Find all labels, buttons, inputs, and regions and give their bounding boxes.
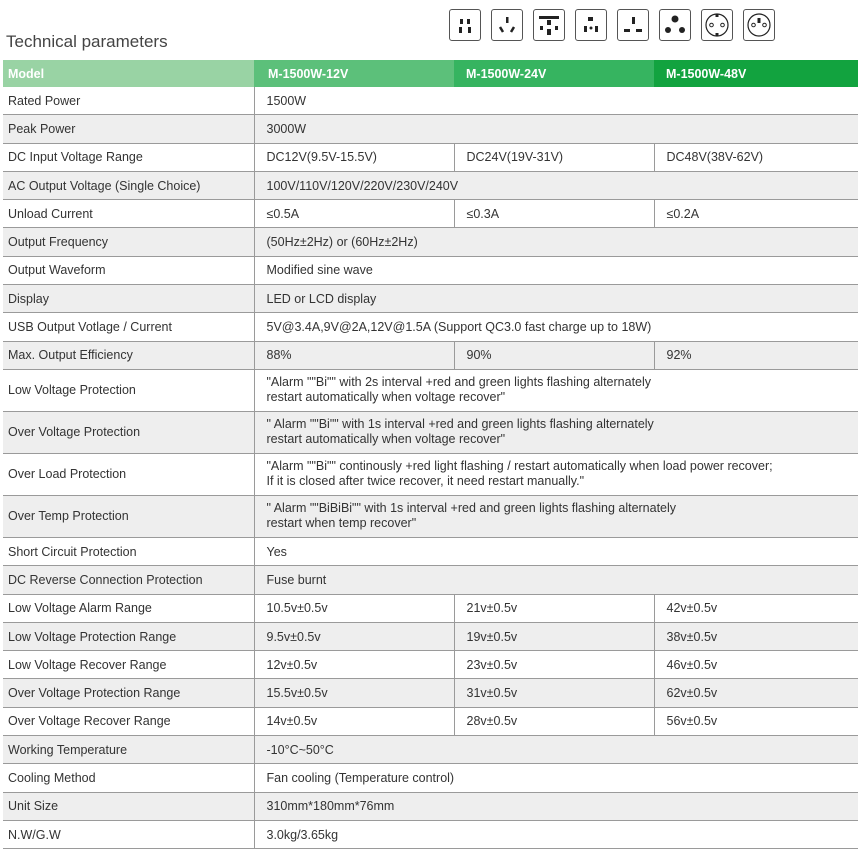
- row-label: Over Voltage Recover Range: [3, 707, 254, 735]
- row-value: LED or LCD display: [254, 285, 858, 313]
- table-row: [3, 313, 858, 341]
- row-value: ≤0.2A: [654, 200, 858, 228]
- header-model-48v: M-1500W-48V: [654, 60, 858, 87]
- socket-type-icons: [449, 9, 775, 41]
- row-value-line: restart automatically when voltage recover": [266, 390, 506, 405]
- row-value: DC12V(9.5V-15.5V): [254, 143, 454, 171]
- table-row: [3, 594, 858, 622]
- row-label: Working Temperature: [3, 736, 254, 764]
- table-row: [3, 411, 858, 453]
- row-value: [254, 453, 858, 495]
- uk-socket-icon: [617, 9, 649, 41]
- row-label: Low Voltage Recover Range: [3, 651, 254, 679]
- table-row: [3, 820, 858, 848]
- row-value-line: " Alarm ""BiBiBi"" with 1s interval +red and green lights flashing alternately: [266, 501, 677, 516]
- universal-socket-icon: [533, 9, 565, 41]
- table-row: [3, 679, 858, 707]
- row-value-line: If it is closed after twice recover, it need restart manually.": [266, 474, 585, 489]
- row-value: 28v±0.5v: [454, 707, 654, 735]
- row-label: Output Waveform: [3, 256, 254, 284]
- row-label: Over Temp Protection: [3, 495, 254, 537]
- row-value: (50Hz±2Hz) or (60Hz±2Hz): [254, 228, 858, 256]
- india-socket-icon: [659, 9, 691, 41]
- row-value: 56v±0.5v: [654, 707, 858, 735]
- row-label: USB Output Votlage / Current: [3, 313, 254, 341]
- table-row: [3, 764, 858, 792]
- row-label: DC Reverse Connection Protection: [3, 566, 254, 594]
- row-value: 19v±0.5v: [454, 622, 654, 650]
- row-value: 38v±0.5v: [654, 622, 858, 650]
- table-row: [3, 707, 858, 735]
- row-value: 100V/110V/120V/220V/230V/240V: [254, 171, 858, 199]
- row-value: DC48V(38V-62V): [654, 143, 858, 171]
- row-label: N.W/G.W: [3, 820, 254, 848]
- row-value: 90%: [454, 341, 654, 369]
- eu-french-socket-icon: [743, 9, 775, 41]
- row-label: Over Voltage Protection Range: [3, 679, 254, 707]
- row-value: ≤0.3A: [454, 200, 654, 228]
- table-header-row: [3, 60, 858, 87]
- table-row: [3, 171, 858, 199]
- row-value: [254, 411, 858, 453]
- row-value: 46v±0.5v: [654, 651, 858, 679]
- table-row: [3, 537, 858, 565]
- row-value: 5V@3.4A,9V@2A,12V@1.5A (Support QC3.0 fast charge up to 18W): [254, 313, 858, 341]
- table-row: [3, 285, 858, 313]
- row-value: Yes: [254, 537, 858, 565]
- row-value: 42v±0.5v: [654, 594, 858, 622]
- table-row: [3, 87, 858, 115]
- row-label: Peak Power: [3, 115, 254, 143]
- row-label: DC Input Voltage Range: [3, 143, 254, 171]
- row-value: 3000W: [254, 115, 858, 143]
- table-row: [3, 256, 858, 284]
- eu-schuko-socket-icon: [701, 9, 733, 41]
- row-value-line: restart automatically when voltage recover": [266, 432, 506, 447]
- row-value-line: "Alarm ""Bi"" continously +red light flashing / restart automatically when load power recover;: [266, 459, 773, 474]
- row-value: 10.5v±0.5v: [254, 594, 454, 622]
- row-value: 12v±0.5v: [254, 651, 454, 679]
- table-row: [3, 228, 858, 256]
- table-row: [3, 495, 858, 537]
- row-value: ≤0.5A: [254, 200, 454, 228]
- header-model-12v: M-1500W-12V: [254, 60, 454, 87]
- row-value: Fan cooling (Temperature control): [254, 764, 858, 792]
- row-value: [254, 369, 858, 411]
- table-row: [3, 341, 858, 369]
- row-label: Output Frequency: [3, 228, 254, 256]
- row-label: Over Load Protection: [3, 453, 254, 495]
- row-label: Low Voltage Alarm Range: [3, 594, 254, 622]
- row-value: 31v±0.5v: [454, 679, 654, 707]
- row-label: Rated Power: [3, 87, 254, 115]
- table-row: [3, 453, 858, 495]
- row-label: Unit Size: [3, 792, 254, 820]
- row-value-line: restart when temp recover": [266, 516, 417, 531]
- table-row: [3, 143, 858, 171]
- row-value: 1500W: [254, 87, 858, 115]
- row-value: 21v±0.5v: [454, 594, 654, 622]
- table-row: [3, 622, 858, 650]
- table-row: [3, 369, 858, 411]
- row-value: Modified sine wave: [254, 256, 858, 284]
- row-value-line: " Alarm ""Bi"" with 1s interval +red and green lights flashing alternately: [266, 417, 654, 432]
- header-model: Model: [3, 60, 254, 87]
- row-value: 310mm*180mm*76mm: [254, 792, 858, 820]
- row-value: 88%: [254, 341, 454, 369]
- row-value: 23v±0.5v: [454, 651, 654, 679]
- row-label: Max. Output Efficiency: [3, 341, 254, 369]
- table-row: [3, 792, 858, 820]
- row-value: Fuse burnt: [254, 566, 858, 594]
- au-socket-icon: [491, 9, 523, 41]
- row-value: 62v±0.5v: [654, 679, 858, 707]
- row-label: Low Voltage Protection: [3, 369, 254, 411]
- row-label: Over Voltage Protection: [3, 411, 254, 453]
- row-value: [254, 495, 858, 537]
- table-row: [3, 200, 858, 228]
- row-label: Unload Current: [3, 200, 254, 228]
- spec-table: [3, 60, 858, 849]
- row-label: Display: [3, 285, 254, 313]
- row-label: AC Output Voltage (Single Choice): [3, 171, 254, 199]
- header-model-24v: M-1500W-24V: [454, 60, 654, 87]
- row-label: Cooling Method: [3, 764, 254, 792]
- row-label: Low Voltage Protection Range: [3, 622, 254, 650]
- row-value: DC24V(19V-31V): [454, 143, 654, 171]
- table-row: [3, 566, 858, 594]
- row-value: 9.5v±0.5v: [254, 622, 454, 650]
- row-label: Short Circuit Protection: [3, 537, 254, 565]
- row-value: 3.0kg/3.65kg: [254, 820, 858, 848]
- row-value: 14v±0.5v: [254, 707, 454, 735]
- row-value: 15.5v±0.5v: [254, 679, 454, 707]
- table-row: [3, 651, 858, 679]
- row-value: 92%: [654, 341, 858, 369]
- spec-table-body: [3, 87, 858, 849]
- row-value: -10°C~50°C: [254, 736, 858, 764]
- row-value-line: "Alarm ""Bi"" with 2s interval +red and green lights flashing alternately: [266, 375, 652, 390]
- table-row: [3, 736, 858, 764]
- multi-socket-icon: [575, 9, 607, 41]
- us-socket-icon: [449, 9, 481, 41]
- table-row: [3, 115, 858, 143]
- page-title: Technical parameters: [6, 32, 168, 51]
